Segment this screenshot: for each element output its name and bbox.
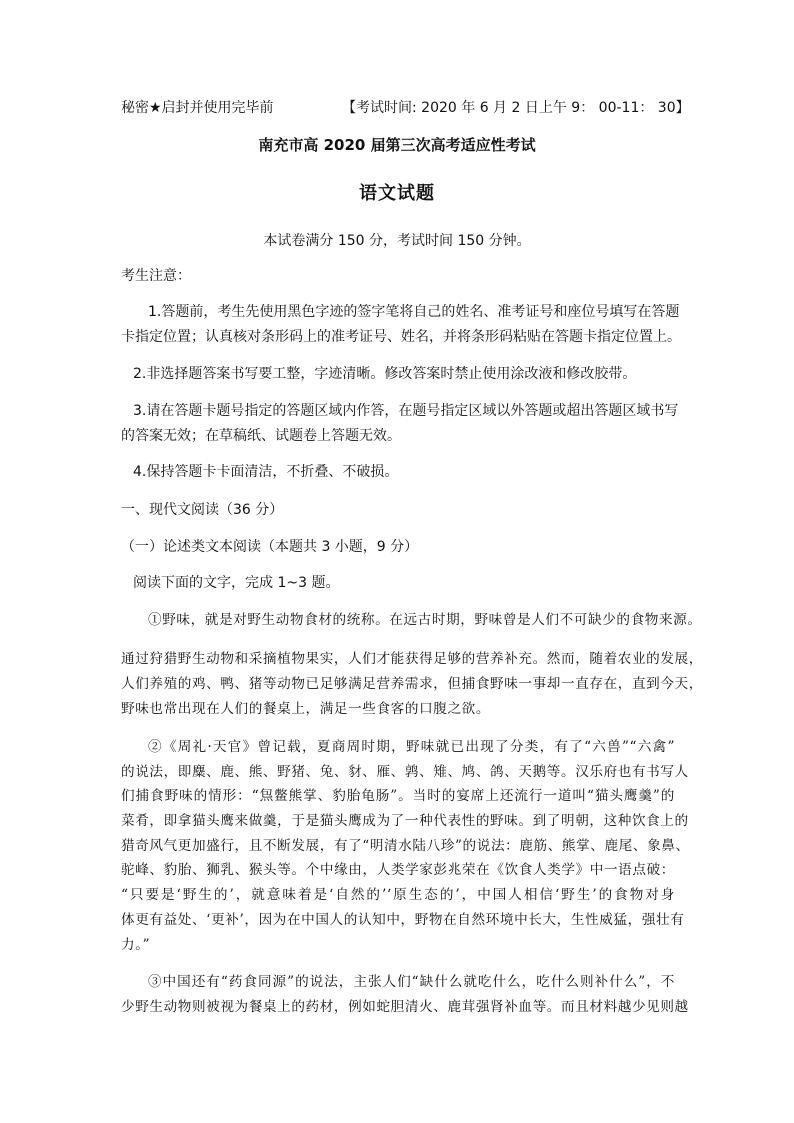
score-info: 本试卷满分 150 分，考试时间 150 分钟。 bbox=[263, 233, 531, 249]
subsection-heading: （一）论述类文本阅读（本题共 3 小题，9 分） bbox=[121, 539, 419, 555]
passage-line: 驼峰、豹胎、狮乳、猴头等。个中缘由，人类学家彭兆荣在《饮食人类学》中一语点破： bbox=[121, 862, 675, 878]
passage-line: ③中国还有“药食同源”的说法，主张人们“缺什么就吃什么，吃什么则补什么”，不 bbox=[148, 974, 675, 990]
reading-instruction: 阅读下面的文字，完成 1~3 题。 bbox=[133, 575, 340, 591]
passage-line: 少野生动物则被视为餐桌上的药材，例如蛇胆清火、鹿茸强肾补血等。而且材料越少见则越 bbox=[121, 999, 689, 1015]
note-2: 2.非选择题答案书写要工整，字迹清晰。修改答案时禁止使用涂改液和修改胶带。 bbox=[133, 366, 637, 382]
section-heading: 一、现代文阅读（36 分） bbox=[121, 502, 284, 518]
passage-line: 力。” bbox=[121, 937, 151, 953]
passage-line: 体更有益处、‘更补’，因为在中国人的认知中，野物在自然环境中长大，生性威猛，强壮有 bbox=[121, 912, 685, 928]
passage-line: “只要是‘野生的’，就意味着是‘自然的’‘原生态的’，中国人相信‘野生’的食物对身 bbox=[121, 887, 675, 903]
passage-line: ①野味，就是对野生动物食材的统称。在远古时期，野味曾是人们不可缺少的食物来源。 bbox=[148, 612, 702, 628]
notes-heading: 考生注意： bbox=[121, 268, 191, 284]
note-3-line-2: 的答案无效；在草稿纸、试题卷上答题无效。 bbox=[121, 428, 401, 444]
passage-line: 通过狩猎野生动物和采摘植物果实，人们才能获得足够的营养补充。然而，随着农业的发展， bbox=[121, 651, 703, 667]
passage-line: 野味也常出现在人们的餐桌上，满足一些食客的口腹之欲。 bbox=[121, 701, 491, 717]
subject-title: 语文试题 bbox=[359, 183, 435, 204]
exam-name: 南充市高 2020 届第三次高考适应性考试 bbox=[258, 136, 536, 154]
confidential-label: 秘密★启封并使用完毕前 bbox=[121, 100, 274, 116]
note-1-line-2: 卡指定位置；认真核对条形码上的准考证号、姓名，并将条形码粘贴在答题卡指定位置上。 bbox=[121, 329, 681, 345]
passage-line: 菜肴，即拿猫头鹰来做羹，于是猫头鹰成为了一种代表性的野味。到了明朝，这种饮食上的 bbox=[121, 813, 689, 829]
note-4: 4.保持答题卡卡面清洁，不折叠、不破损。 bbox=[133, 464, 399, 480]
note-1-line-1: 1.答题前，考生先使用黑色字迹的签字笔将自己的姓名、准考证号和座位号填写在答题 bbox=[148, 304, 680, 320]
passage-line: 猎奇风气更加盛行，且不断发展，有了“明清水陆八珍”的说法：鹿筋、熊掌、鹿尾、象鼻、 bbox=[121, 838, 690, 854]
passage-line: ②《周礼·天官》曾记载，夏商周时期，野味就已出现了分类，有了“六兽”“六禽” bbox=[148, 739, 675, 755]
passage-line: 的说法，即麋、鹿、熊、野猪、兔、豺、雁、鹑、雉、鸠、鸽、天鹅等。汉乐府也有书写人 bbox=[121, 764, 689, 780]
passage-line: 们捕食野味的情形：“炰鳖熊掌、豹胎龟肠”。当时的宴席上还流行一道叫“猫头鹰羹”的 bbox=[121, 788, 675, 804]
passage-line: 人们养殖的鸡、鸭、猪等动物已足够满足营养需求，但捕食野味一事却一直存在，直到今天， bbox=[121, 676, 703, 692]
exam-time: 【考试时间: 2020 年 6 月 2 日上午 9： 00-11： 30】 bbox=[342, 100, 690, 116]
note-3-line-1: 3.请在答题卡题号指定的答题区域内作答，在题号指定区域以外答题或超出答题区域书写 bbox=[133, 403, 679, 419]
